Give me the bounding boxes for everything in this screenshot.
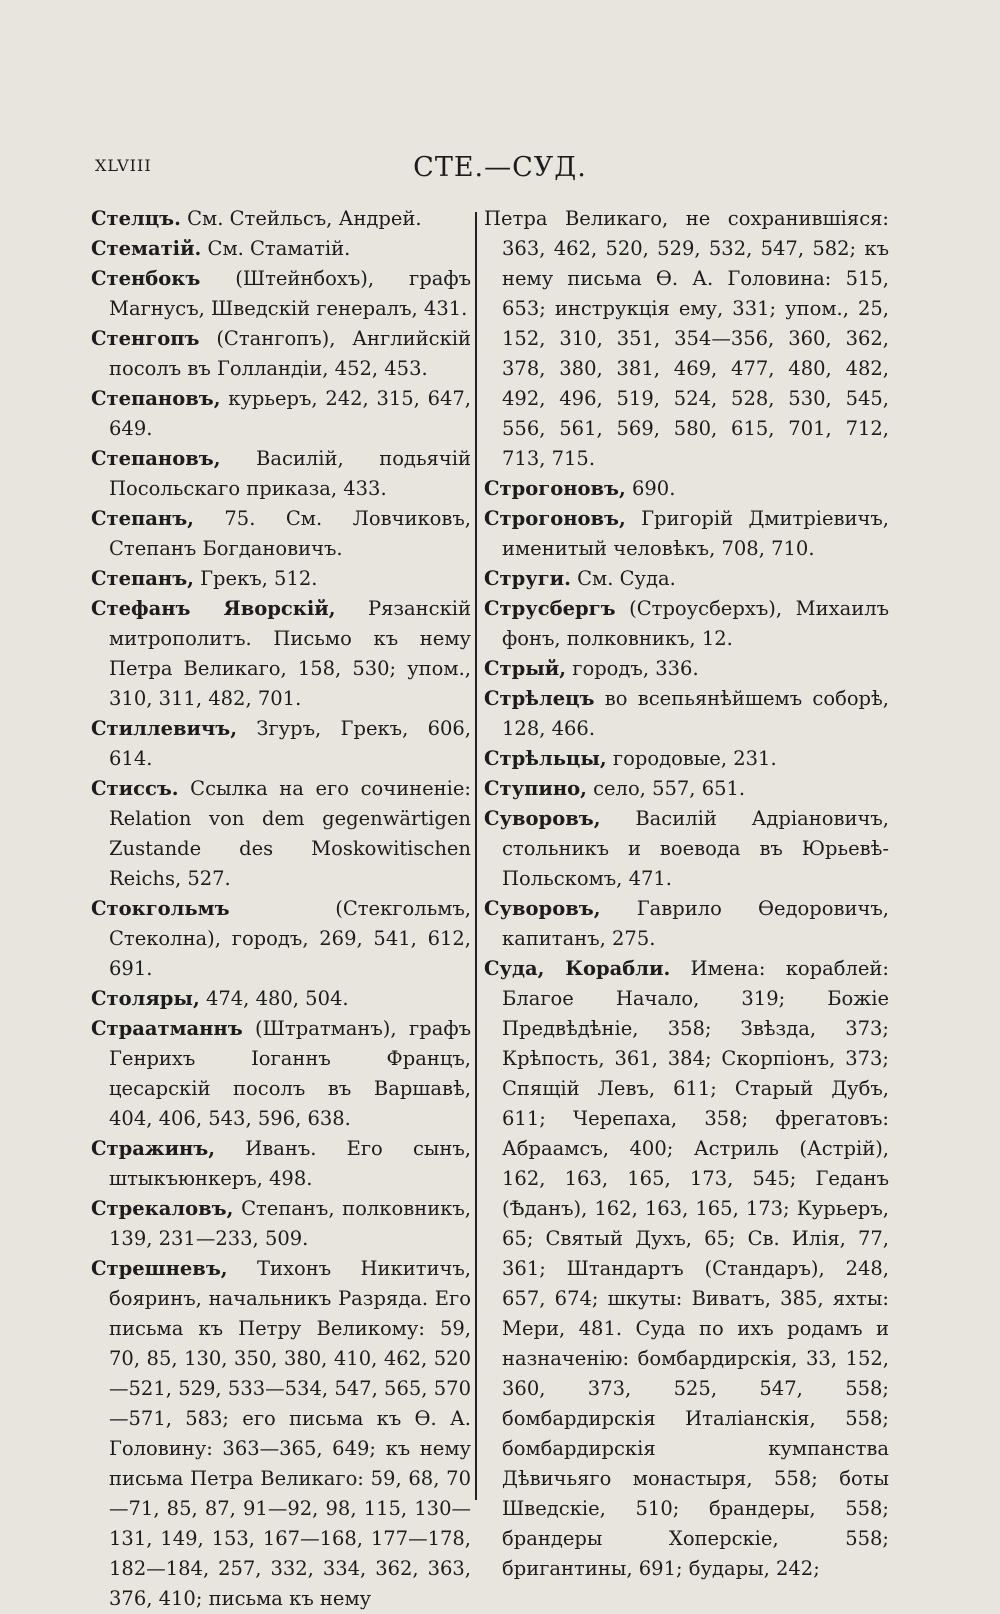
entry-headword: Стрекаловъ, [91, 1197, 234, 1220]
entry-headword: Суворовъ, [484, 897, 601, 920]
index-entry [91, 384, 471, 444]
index-entry [484, 474, 889, 504]
index-entry [91, 1134, 471, 1194]
entry-text: городовые, 231. [606, 747, 777, 770]
index-entry [91, 894, 471, 984]
entry-headword: Страатманнъ [91, 1017, 243, 1040]
entry-text: Грекъ, 512. [193, 567, 318, 590]
page-header [0, 152, 1000, 192]
index-entry [484, 654, 889, 684]
entry-text: 474, 480, 504. [199, 987, 349, 1010]
index-entry [91, 564, 471, 594]
entry-text: курьеръ, 242, 315, 647, 649. [109, 387, 471, 440]
index-entry [91, 1014, 471, 1134]
index-entry [91, 984, 471, 1014]
entry-headword: Стиллевичъ, [91, 717, 238, 740]
entry-text: Згуръ, Грекъ, 606, 614. [109, 717, 471, 770]
entry-text: Василій, подьячій Посольскаго приказа, 433. [109, 447, 471, 500]
entry-text: См. Стаматій. [201, 237, 351, 260]
index-entry [91, 324, 471, 384]
index-entry [484, 744, 889, 774]
entry-text: во всепьянѣйшемъ соборѣ, 128, 466. [502, 687, 889, 740]
entry-headword: Строгоновъ, [484, 507, 626, 530]
right-column [484, 204, 889, 1584]
index-entry [484, 774, 889, 804]
index-entry [484, 684, 889, 744]
index-entry [91, 594, 471, 714]
entry-text: Иванъ. Его сынъ, штыкъюнкеръ, 498. [109, 1137, 471, 1190]
entry-headword: Степановъ, [91, 387, 221, 410]
entry-text: (Строусберхъ), Михаилъ фонъ, полковникъ, 12. [502, 597, 889, 650]
entry-text: 75. См. Ловчиковъ, Степанъ Богдановичъ. [109, 507, 471, 560]
index-entry [484, 804, 889, 894]
entry-text: Василій Адріановичъ, стольникъ и воевода въ Юрьевѣ-Польскомъ, 471. [502, 807, 889, 890]
entry-text: 690. [625, 477, 676, 500]
entry-text: Степанъ, полковникъ, 139, 231—233, 509. [109, 1197, 471, 1250]
entry-text: Григорій Дмитріевичъ, именитый человѣкъ, 708, 710. [502, 507, 889, 560]
entry-text: См. Стейльсъ, Андрей. [180, 207, 422, 230]
entry-text: (Штейнбохъ), графъ Магнусъ, Шведскій генералъ, 431. [109, 267, 471, 320]
entry-text: Петра Великаго, не сохранившіяся: 363, 462, 520, 529, 532, 547, 582; къ нему письма Ѳ. А. Головина: 515, 653; инструкція ему, 331; упом., 25, 152, 310, 351, 354—356, 360, 362, 378, 380, 381, 469, 477, 480, 482, 492, 496, 519, 524, 528, 530, 545, 556, 561, 569, 580, 615, 701, 712, 713, 715. [484, 207, 889, 470]
page-number: XLVIII [95, 156, 152, 175]
index-entry [91, 444, 471, 504]
entry-headword: Суворовъ, [484, 807, 601, 830]
entry-headword: Стематій. [91, 237, 202, 260]
entry-headword: Струги. [484, 567, 571, 590]
entry-headword: Стенбокъ [91, 267, 201, 290]
entry-headword: Столяры, [91, 987, 200, 1010]
index-entry [484, 954, 889, 1584]
entry-headword: Суда, Корабли. [484, 957, 671, 980]
index-entry [91, 714, 471, 774]
entry-headword: Стефанъ Яворскій, [91, 597, 336, 620]
entry-text: (Стекгольмъ, Стеколна), городъ, 269, 541, 612, 691. [109, 897, 471, 980]
entry-headword: Стокгольмъ [91, 897, 230, 920]
entry-headword: Стрѣлецъ [484, 687, 595, 710]
entry-text: Гаврило Ѳедоровичъ, капитанъ, 275. [502, 897, 889, 950]
column-divider [475, 212, 477, 1500]
index-entry [91, 774, 471, 894]
index-entry [484, 204, 889, 474]
entry-text: (Штратманъ), графъ Генрихъ Іоганнъ Францъ, цесарскій посолъ въ Варшавѣ, 404, 406, 543, 596, 638. [109, 1017, 471, 1130]
entry-text: Тихонъ Никитичъ, бояринъ, начальникъ Разряда. Его письма къ Петру Великому: 59, 70, 85, 130, 350, 380, 410, 462, 520—521, 529, 533—534, 547, 565, 570—571, 583; его письма къ Ѳ. А. Головину: 363—365, 649; къ нему письма Петра Великаго: 59, 68, 70—71, 85, 87, 91—92, 98, 115, 130—131, 149, 153, 167—168, 177—178, 182—184, 257, 332, 334, 362, 363, 376, 410; письма къ нему [109, 1257, 471, 1610]
entry-headword: Степановъ, [91, 447, 221, 470]
entry-headword: Строгоновъ, [484, 477, 626, 500]
entry-text: Имена: кораблей: Благое Начало, 319; Божіе Предвѣдѣніе, 358; Звѣзда, 373; Крѣпость, 361, 384; Скорпіонъ, 373; Спящій Левъ, 611; Старый Дубъ, 611; Черепаха, 358; фрегатовъ: Абраамсъ, 400; Астриль (Астрій), 162, 163, 165, 173, 545; Геданъ (Ѣданъ), 162, 163, 165, 173; Курьеръ, 65; Святый Духъ, 65; Св. Илія, 77, 361; Штандартъ (Стандаръ), 248, 657, 674; шкуты: Виватъ, 385, яхты: Мери, 481. Суда по ихъ родамъ и назначенію: бомбардирскія, 33, 152, 360, 373, 525, 547, 558; бомбардирскія Италіанскія, 558; бомбардирскія кумпанства Дѣвичьяго монастыря, 558; боты Шведскіе, 510; брандеры, 558; брандеры Хоперскіе, 558; бригантины, 691; будары, 242; [502, 957, 889, 1580]
entry-text: (Стангопъ), Английскій посолъ въ Голландіи, 452, 453. [109, 327, 471, 380]
index-entry [91, 1194, 471, 1254]
entry-headword: Степанъ, [91, 567, 194, 590]
index-entry [91, 504, 471, 564]
entry-text: Ссылка на его сочиненіе: Relation von dem gegenwärtigen Zustande des Moskowitischen Reichs, 527. [109, 777, 471, 890]
entry-headword: Стрѣльцы, [484, 747, 607, 770]
index-entry [91, 234, 471, 264]
index-entry [91, 204, 471, 234]
entry-headword: Стрешневъ, [91, 1257, 228, 1280]
entry-headword: Ступино, [484, 777, 587, 800]
entry-headword: Струсбергъ [484, 597, 616, 620]
index-entry [91, 264, 471, 324]
index-entry [484, 894, 889, 954]
entry-headword: Стенгопъ [91, 327, 200, 350]
running-title: СТЕ.—СУД. [413, 152, 587, 183]
entry-headword: Стиссъ. [91, 777, 179, 800]
entry-text: Рязанскій митрополитъ. Письмо къ нему Петра Великаго, 158, 530; упом., 310, 311, 482, 701. [109, 597, 471, 710]
index-entry [484, 594, 889, 654]
entry-text: городъ, 336. [566, 657, 699, 680]
index-entry [484, 564, 889, 594]
entry-text: село, 557, 651. [586, 777, 746, 800]
entry-headword: Стелцъ. [91, 207, 181, 230]
entry-text: См. Суда. [570, 567, 676, 590]
entry-headword: Степанъ, [91, 507, 194, 530]
index-entry [484, 504, 889, 564]
entry-headword: Стражинъ, [91, 1137, 216, 1160]
index-entry [91, 1254, 471, 1614]
left-column [91, 204, 471, 1614]
entry-headword: Стрый, [484, 657, 567, 680]
